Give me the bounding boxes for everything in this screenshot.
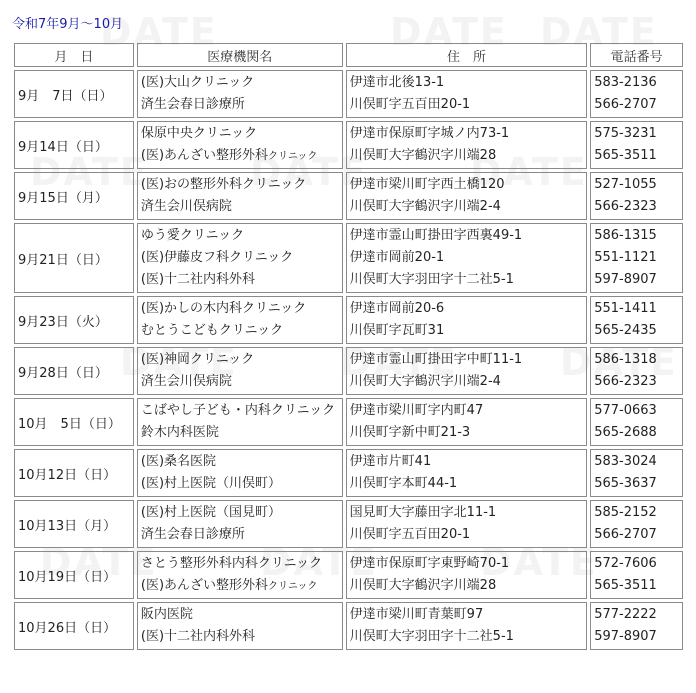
address-line: 川俣町字五百田20-1: [349, 97, 471, 112]
address-line: 川俣町字新中町21-3: [349, 425, 471, 440]
address-line: 伊達市保原町字城ノ内73-1: [349, 126, 510, 141]
table-row: [14, 223, 683, 293]
phone-number: 566-2323: [594, 199, 657, 214]
institution-name-text: 保原中央クリニック: [140, 125, 258, 141]
address-line: 川俣町字五百田20-1: [349, 527, 471, 542]
phone-number: 566-2707: [594, 527, 657, 542]
institution-cell: [137, 172, 343, 220]
institution-name-text: 済生会川俣病院: [140, 199, 232, 214]
address-line: 国見町大字藤田字北11-1: [349, 505, 497, 520]
institution-name: [141, 225, 339, 247]
phone-cell: [590, 347, 683, 395]
institution-name-text: 済生会川俣病院: [140, 374, 232, 389]
table-row: [14, 449, 683, 497]
institution-name: [141, 502, 339, 524]
phone-number: 527-1055: [594, 177, 657, 192]
holiday-clinic-table: [11, 40, 686, 653]
address-line: 川俣町大字鶴沢字川端2-4: [349, 374, 501, 389]
address-cell: [346, 602, 588, 650]
institution-name: [141, 94, 339, 116]
institution-name: [141, 174, 339, 196]
table-row: [14, 70, 683, 118]
date-cell: 9月15日（月）: [14, 172, 134, 220]
institution-name-text: こばやし子ども・内科クリニック: [140, 403, 336, 418]
table-row: [14, 121, 683, 169]
institution-name: [141, 298, 339, 320]
address-cell: [346, 70, 588, 118]
institution-cell: [137, 223, 343, 293]
institution-name-text: (医)かしの木内科クリニック: [140, 301, 307, 316]
institution-name: [141, 553, 339, 575]
phone-cell: [590, 121, 683, 169]
address-cell: [346, 296, 588, 344]
phone-number: 597-8907: [594, 629, 657, 644]
institution-name: [141, 524, 339, 546]
institution-name: [141, 196, 339, 218]
institution-name-text: 済生会春日診療所: [140, 97, 245, 112]
phone-cell: [590, 70, 683, 118]
institution-name: [141, 72, 339, 94]
institution-name-text: 阪内医院: [140, 607, 193, 622]
institution-name-text: (医)伊藤皮フ科クリニック: [140, 250, 294, 265]
address-line: 川俣町字瓦町31: [349, 323, 445, 338]
address-line: 川俣町大字鶴沢字川端2-4: [349, 199, 501, 214]
institution-name-text: (医)十二社内科外科: [140, 629, 256, 644]
phone-number: 577-2222: [594, 607, 657, 622]
institution-name: [141, 575, 339, 598]
phone-number: 586-1315: [594, 228, 657, 243]
address-line: 伊達市北後13-1: [349, 75, 445, 90]
institution-name-text: 鈴木内科医院: [140, 425, 219, 440]
institution-name: [141, 269, 339, 291]
header-address: 住 所: [346, 43, 588, 67]
phone-cell: [590, 172, 683, 220]
institution-name: [141, 422, 339, 444]
address-line: 伊達市保原町字東野崎70-1: [349, 556, 510, 571]
date-cell: 10月 5日（日）: [14, 398, 134, 446]
date-cell: 9月 7日（日）: [14, 70, 134, 118]
institution-name: [141, 349, 339, 371]
address-cell: [346, 398, 588, 446]
institution-name-text: (医)十二社内科外科: [140, 272, 256, 287]
phone-number: 565-3637: [594, 476, 657, 491]
institution-cell: [137, 296, 343, 344]
phone-number: 565-3511: [594, 578, 657, 593]
institution-name-text: ゆう愛クリニック: [140, 228, 245, 243]
table-row: [14, 296, 683, 344]
institution-cell: [137, 500, 343, 548]
address-line: 伊達市岡前20-1: [349, 250, 445, 265]
phone-number: 572-7606: [594, 556, 657, 571]
address-cell: [346, 500, 588, 548]
institution-name-text: (医)村上医院（川俣町）: [140, 476, 282, 491]
institution-name: [141, 473, 339, 495]
address-line: 伊達市梁川町字西土橋120: [349, 177, 505, 192]
institution-cell: [137, 551, 343, 599]
address-line: 川俣町大字鶴沢字川端28: [349, 148, 497, 163]
phone-number: 551-1411: [594, 301, 657, 316]
institution-name-text: (医)大山クリニック: [140, 75, 255, 90]
phone-number: 551-1121: [594, 250, 657, 265]
address-line: 伊達市片町41: [349, 454, 432, 469]
address-cell: [346, 551, 588, 599]
address-line: 伊達市岡前20-6: [349, 301, 445, 316]
phone-number: 565-2688: [594, 425, 657, 440]
institution-name: [141, 320, 339, 342]
table-row: [14, 500, 683, 548]
institution-cell: [137, 449, 343, 497]
institution-name: [141, 247, 339, 269]
institution-name: [141, 145, 339, 168]
date-cell: 10月19日（日）: [14, 551, 134, 599]
institution-name-text: (医)神岡クリニック: [140, 352, 255, 367]
institution-name: [141, 123, 339, 145]
period-caption: 令和7年9月～10月: [12, 17, 124, 32]
address-line: 川俣町大字羽田字十二社5-1: [349, 629, 514, 644]
date-cell: 10月13日（月）: [14, 500, 134, 548]
phone-number: 566-2323: [594, 374, 657, 389]
institution-name-text: (医)おの整形外科クリニック: [140, 177, 307, 192]
date-cell: 10月26日（日）: [14, 602, 134, 650]
address-cell: [346, 121, 588, 169]
phone-number: 583-2136: [594, 75, 657, 90]
institution-cell: [137, 70, 343, 118]
institution-cell: [137, 602, 343, 650]
date-cell: 9月28日（日）: [14, 347, 134, 395]
institution-name: [141, 371, 339, 393]
address-line: 川俣町大字羽田字十二社5-1: [349, 272, 514, 287]
institution-name: [141, 626, 339, 648]
table-row: [14, 347, 683, 395]
institution-name-text: (医)村上医院（国見町）: [140, 505, 282, 520]
phone-number: 565-3511: [594, 148, 657, 163]
phone-cell: [590, 223, 683, 293]
institution-cell: [137, 121, 343, 169]
address-line: 伊達市霊山町掛田字中町11-1: [349, 352, 523, 367]
table-row: [14, 398, 683, 446]
table-header-row: [14, 43, 683, 67]
address-cell: [346, 172, 588, 220]
address-line: 伊達市霊山町掛田字西裏49-1: [349, 228, 523, 243]
phone-cell: [590, 398, 683, 446]
table-row: [14, 551, 683, 599]
phone-cell: [590, 449, 683, 497]
address-line: 川俣町大字鶴沢字川端28: [349, 578, 497, 593]
institution-name-text: 済生会春日診療所: [140, 527, 245, 542]
phone-number: 585-2152: [594, 505, 657, 520]
table-row: [14, 602, 683, 650]
institution-name-text: (医)桑名医院: [140, 454, 217, 469]
date-cell: 9月14日（日）: [14, 121, 134, 169]
institution-name-text: さとう整形外科内科クリニック: [140, 555, 323, 571]
phone-cell: [590, 296, 683, 344]
institution-name-suffix: クリニック: [268, 580, 318, 592]
phone-number: 586-1318: [594, 352, 657, 367]
date-cell: 9月21日（日）: [14, 223, 134, 293]
header-institution: 医療機関名: [137, 43, 343, 67]
institution-name-text: (医)あんざい整形外科: [140, 147, 269, 163]
address-cell: [346, 223, 588, 293]
phone-number: 583-3024: [594, 454, 657, 469]
institution-cell: [137, 398, 343, 446]
phone-cell: [590, 500, 683, 548]
institution-name-suffix: クリニック: [268, 150, 318, 162]
institution-name: [141, 400, 339, 422]
phone-number: 597-8907: [594, 272, 657, 287]
header-phone: 電話番号: [590, 43, 683, 67]
address-line: 伊達市梁川町字内町47: [349, 403, 484, 418]
institution-name-text: (医)あんざい整形外科: [140, 577, 269, 593]
phone-number: 566-2707: [594, 97, 657, 112]
institution-name-text: むとうこどもクリニック: [140, 323, 284, 338]
address-line: 川俣町字本町44-1: [349, 476, 458, 491]
institution-name: [141, 604, 339, 626]
institution-cell: [137, 347, 343, 395]
phone-number: 565-2435: [594, 323, 657, 338]
institution-name: [141, 451, 339, 473]
header-date: 月 日: [14, 43, 134, 67]
phone-cell: [590, 551, 683, 599]
phone-cell: [590, 602, 683, 650]
address-cell: [346, 347, 588, 395]
phone-number: 577-0663: [594, 403, 657, 418]
address-cell: [346, 449, 588, 497]
date-cell: 9月23日（火）: [14, 296, 134, 344]
address-line: 伊達市梁川町青葉町97: [349, 607, 484, 622]
date-cell: 10月12日（日）: [14, 449, 134, 497]
phone-number: 575-3231: [594, 126, 657, 141]
table-row: [14, 172, 683, 220]
